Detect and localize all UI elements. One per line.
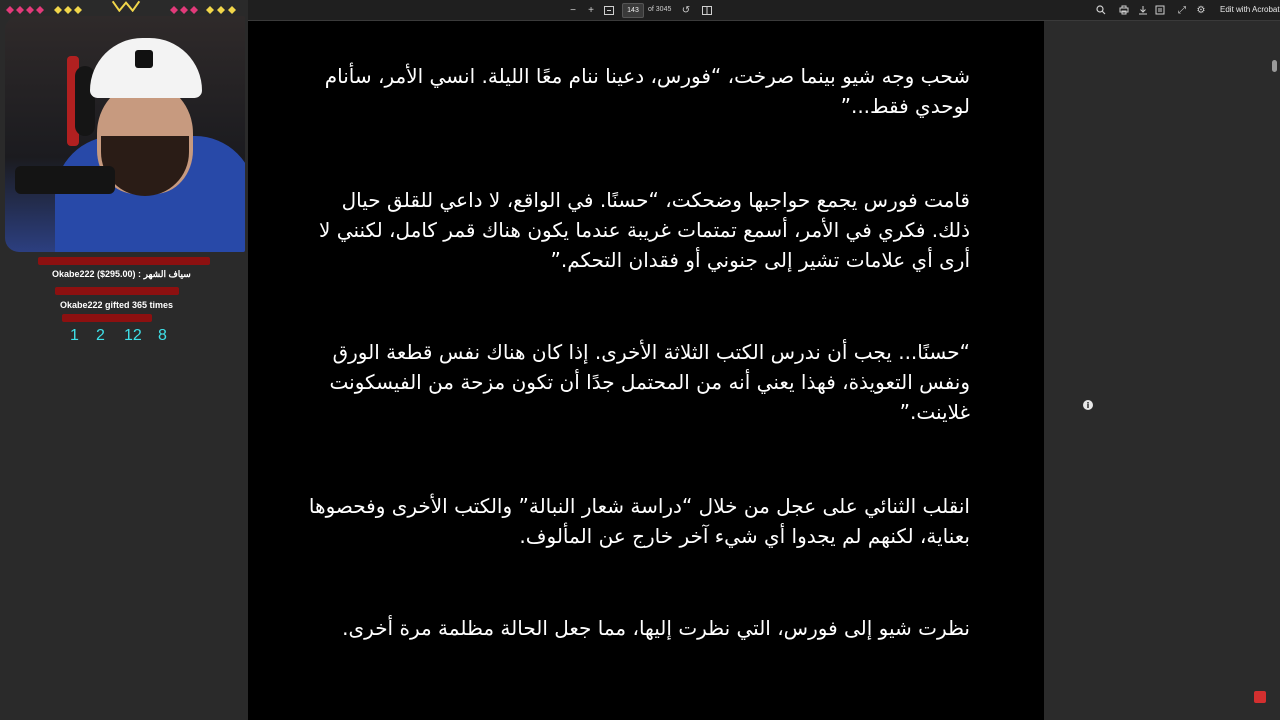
alert-top-supporter: Okabe222 ($295.00) : سياف الشهر <box>52 269 191 279</box>
info-icon[interactable]: i <box>1083 400 1093 410</box>
heart-pattern-icon <box>170 4 198 16</box>
alert-gift: Okabe222 gifted 365 times <box>60 300 174 310</box>
edit-with-acrobat-button[interactable]: Edit with Acrobat <box>1220 5 1280 14</box>
search-icon[interactable] <box>1094 3 1108 17</box>
expand-icon[interactable]: ⤢ <box>1178 4 1186 16</box>
paragraph-4: انقلب الثنائي على عجل من خلال “دراسة شعار النبالة” والكتب الأخرى وفحصوها بعناية، لكنهم لم يجدوا أي شيء آخر خارج عن المألوف. <box>308 494 970 548</box>
page-count: of 3045 <box>648 6 672 13</box>
heart-pattern-icon <box>4 4 44 16</box>
zoom-in-icon[interactable]: + <box>588 4 594 16</box>
alert-bar <box>38 257 210 265</box>
settings-icon[interactable]: ⚙ <box>1196 4 1206 16</box>
webcam-feed <box>5 16 245 252</box>
rotate-icon[interactable]: ↺ <box>681 4 691 16</box>
acrobat-icon[interactable] <box>1254 691 1266 703</box>
page-number-input[interactable]: 143 <box>622 3 644 18</box>
zoom-out-icon[interactable]: − <box>570 4 576 16</box>
paragraph-2: قامت فورس يجمع حواجبها وضحكت، “حسنًا. في الواقع، لا داعي للقلق حيال ذلك. فكري في الأمر، أسمع تمتمات غريبة عندما يكون هناك قمر كامل، لكنني لا أرى أي علامات تشير إلى جنوني أو فقدان التحكم.” <box>319 188 970 272</box>
annotate-icon[interactable] <box>1153 3 1167 17</box>
alert-bar <box>62 314 152 322</box>
scrollbar-thumb[interactable] <box>1272 60 1277 72</box>
page-view-icon[interactable] <box>700 3 714 17</box>
counter-3: 12 <box>124 327 142 344</box>
fit-page-icon[interactable] <box>602 3 616 17</box>
print-icon[interactable] <box>1117 3 1131 17</box>
paragraph-5: نظرت شيو إلى فورس، التي نظرت إليها، مما جعل الحالة مظلمة مرة أخرى. <box>342 616 970 640</box>
crown-logo-icon <box>104 0 148 12</box>
paragraph-1: شحب وجه شيو بينما صرخت، “فورس، دعينا ننام معًا الليلة. انسي الأمر، سأنام لوحدي فقط...” <box>324 64 970 118</box>
counter-4: 8 <box>158 327 167 344</box>
counter-1: 1 <box>70 327 79 344</box>
right-panel <box>1044 21 1280 720</box>
counter-2: 2 <box>96 327 105 344</box>
download-icon[interactable] <box>1136 3 1150 17</box>
checker-pattern-icon <box>206 4 236 16</box>
checker-pattern-icon <box>54 4 82 16</box>
stream-overlay <box>0 0 248 720</box>
pdf-page[interactable] <box>228 21 1044 720</box>
paragraph-3: “حسنًا... يجب أن ندرس الكتب الثلاثة الأخرى. إذا كان هناك نفس قطعة الورق ونفس التعويذة، فهذا يعني أنه من المحتمل جدًا أن تكون مزحة من الفيسكونت غلاينت.” <box>329 340 970 424</box>
alert-bar <box>55 287 179 295</box>
cap-logo-icon <box>135 50 153 68</box>
